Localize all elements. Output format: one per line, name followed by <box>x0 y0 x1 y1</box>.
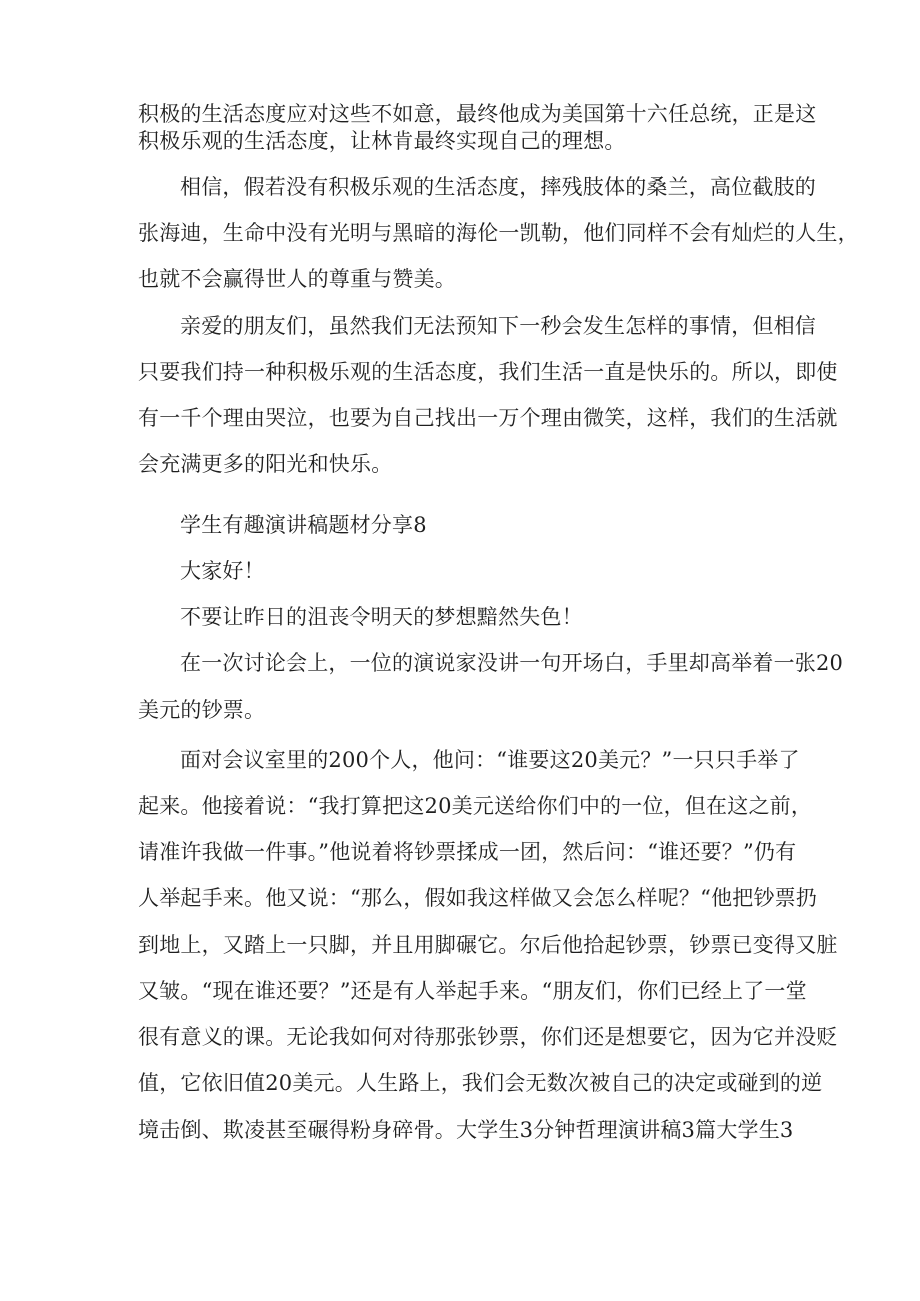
text-line: 境击倒、欺凌甚至碾得粉身碎骨。大学生3分钟哲理演讲稿3篇大学生3 <box>138 1118 794 1142</box>
headline-line: 不要让昨日的沮丧令明天的梦想黯然失色！ <box>180 605 583 629</box>
text-line: 值，它依旧值20美元。人生路上，我们会无数次被自己的决定或碰到的逆 <box>138 1071 823 1095</box>
text-line: 人举起手来。他又说：“那么，假如我这样做又会怎么样呢？“他把钞票扔 <box>138 886 818 910</box>
text-line: 又皱。“现在谁还要？”还是有人举起手来。“朋友们，你们已经上了一堂 <box>138 979 807 1003</box>
paragraph-start-line: 在一次讨论会上，一位的演说家没讲一句开场白，手里却高举着一张20 <box>180 651 844 675</box>
paragraph-start-line: 亲爱的朋友们，虽然我们无法预知下一秒会发生怎样的事情，但相信 <box>180 314 816 338</box>
text-line: 美元的钞票。 <box>138 698 266 722</box>
text-line: 到地上，又踏上一只脚，并且用脚碾它。尔后他拾起钞票，钞票已变得又脏 <box>138 933 838 957</box>
paragraph-start-line: 面对会议室里的200个人，他问：“谁要这20美元？”一只只手举了 <box>180 748 800 772</box>
text-line: 积极的生活态度应对这些不如意，最终他成为美国第十六任总统，正是这 <box>138 102 817 126</box>
text-line: 请准许我做一件事。”他说着将钞票揉成一团，然后问：“谁还要？”仍有 <box>138 840 797 864</box>
greeting-line: 大家好！ <box>180 559 265 583</box>
text-line: 也就不会赢得世人的尊重与赞美。 <box>138 267 456 291</box>
section-heading: 学生有趣演讲稿题材分享8 <box>180 513 427 537</box>
text-line: 张海迪，生命中没有光明与黑暗的海伦一凯勒，他们同样不会有灿烂的人生， <box>138 221 859 245</box>
text-line: 会充满更多的阳光和快乐。 <box>138 452 393 476</box>
text-line: 积极乐观的生活态度，让林肯最终实现自己的理想。 <box>138 129 626 153</box>
text-line: 很有意义的课。无论我如何对待那张钞票，你们还是想要它，因为它并没贬 <box>138 1025 838 1049</box>
text-line: 起来。他接着说：“我打算把这20美元送给你们中的一位，但在这之前， <box>138 794 813 818</box>
text-line: 有一千个理由哭泣，也要为自己找出一万个理由微笑，这样，我们的生活就 <box>138 406 838 430</box>
text-line: 只要我们持一种积极乐观的生活态度，我们生活一直是快乐的。所以，即使 <box>138 360 838 384</box>
paragraph-start-line: 相信，假若没有积极乐观的生活态度，摔残肢体的桑兰，高位截肢的 <box>180 175 816 199</box>
